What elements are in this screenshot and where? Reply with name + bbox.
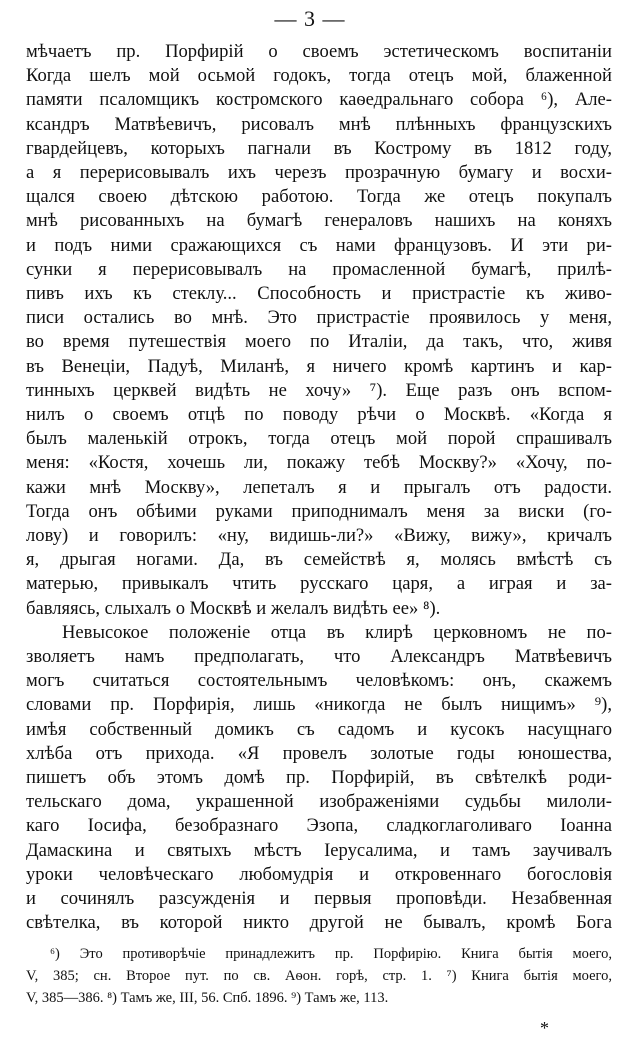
body-line: могъ считаться состоятельнымъ человѣкомъ: онъ, скажемъ <box>26 670 612 692</box>
body-line: кажи мнѣ Москву», лепеталъ я и прыгалъ отъ радости. <box>26 476 612 498</box>
body-line: я, дрыгая ногами. Да, въ семействѣ я, молясь вмѣстѣ съ <box>26 549 612 571</box>
body-line: щался своею дѣтскою работою. Тогда же отецъ покупалъ <box>26 186 612 208</box>
body-line: матерью, привыкалъ чтить русскаго царя, а играя и за- <box>26 573 612 595</box>
body-line: былъ маленькій отрокъ, тогда отецъ мой порой спрашивалъ <box>26 428 612 450</box>
body-line: ксандръ Матвѣевичъ, рисовалъ мнѣ плѣнныхъ французскихъ <box>26 113 612 135</box>
footnote-line: V, 385; сн. Второе пут. по св. Аѳон. горѣ, стр. 1. ⁷) Книга бытія моего, <box>26 968 612 985</box>
footnote-line: ⁶) Это противорѣчіе принадлежитъ пр. Порфирію. Книга бытія моего, <box>50 946 612 963</box>
body-line: уроки человѣческаго любомудрія и откровеннаго богословія <box>26 863 612 885</box>
body-line: мѣчаетъ пр. Порфирій о своемъ эстетическомъ воспитаніи <box>26 41 612 62</box>
body-line: нилъ о своемъ отцѣ по поводу рѣчи о Москвѣ. «Когда я <box>26 404 612 425</box>
body-line: Невысокое положеніе отца въ клирѣ церковномъ не по- <box>62 621 612 643</box>
body-line: хлѣба отъ прихода. «Я провелъ золотые годы юношества, <box>26 742 612 764</box>
body-line: каго Іосифа, безобразнаго Эзопа, сладкоглаголиваго Іоанна <box>26 815 612 837</box>
body-line: бавляясь, слыхалъ о Москвѣ и желалъ видѣть ее» ⁸). <box>26 597 441 619</box>
page-number: — 3 — <box>274 6 346 31</box>
body-line: Тогда онъ обѣими руками приподнималъ меня за виски (го- <box>26 500 612 522</box>
body-line: лову) и говорилъ: «ну, видишь-ли?» «Вижу, вижу», кричалъ <box>26 525 612 546</box>
body-line: писи остались во мнѣ. Это пристрастіе проявилось у меня, <box>26 307 612 329</box>
body-line: а я перерисовывалъ ихъ черезъ прозрачную бумагу и восхи- <box>26 162 612 183</box>
body-line: во время путешествія моего по Италіи, да такъ, что, живя <box>26 331 612 353</box>
body-line: сунки я перерисовывалъ на промасленной бумагѣ, прилѣ- <box>26 258 612 280</box>
body-line: мнѣ рисованныхъ на бумагѣ генераловъ нашихъ на коняхъ <box>26 210 612 232</box>
body-line: гвардейцевъ, которыхъ пагнали въ Кострому въ 1812 году, <box>26 137 612 159</box>
body-line: тельскаго дома, украшенной изображеніями судьбы милоли- <box>26 791 612 813</box>
body-line: тинныхъ церквей видѣть не хочу» ⁷). Еще разъ онъ вспом- <box>26 379 612 401</box>
body-line: свѣтелка, въ которой никто другой не бывалъ, кромѣ Бога <box>26 912 612 934</box>
body-line: словами пр. Порфирія, лишь «никогда не былъ нищимъ» ⁹), <box>26 694 612 716</box>
body-line: въ Венеціи, Падуѣ, Миланѣ, я ничего кромѣ картинъ и кар- <box>26 355 612 377</box>
signature-mark: * <box>540 1018 549 1038</box>
body-line: зволяетъ намъ предполагать, что Александръ Матвѣевичъ <box>26 646 612 667</box>
body-line: меня: «Костя, хочешь ли, покажу тебѣ Москву?» «Хочу, по- <box>26 452 612 474</box>
body-line: имѣя собственный домикъ съ садомъ и кусокъ насущнаго <box>26 718 612 740</box>
body-line: памяти псаломщикъ костромского каѳедральнаго собора ⁶), Але- <box>26 89 612 111</box>
footnote-line: V, 385—386. ⁸) Тамъ же, III, 56. Спб. 1896. ⁹) Тамъ же, 113. <box>26 990 389 1007</box>
body-line: и подъ ними сражающихся съ нами французовъ. И эти ри- <box>26 234 612 256</box>
body-line: Дамаскина и святыхъ мѣстъ Іерусалима, и тамъ заучивалъ <box>26 839 612 861</box>
body-line: Когда шелъ мой осьмой годокъ, тогда отецъ мой, блаженной <box>26 65 612 87</box>
body-line: пивъ ихъ къ стеклу... Способность и пристрастіе къ живо- <box>26 283 612 304</box>
body-line: пишетъ объ этомъ домѣ пр. Порфирій, въ свѣтелкѣ роди- <box>26 767 612 788</box>
body-line: и сочинялъ разсужденія и первыя проповѣди. Незабвенная <box>26 888 612 909</box>
